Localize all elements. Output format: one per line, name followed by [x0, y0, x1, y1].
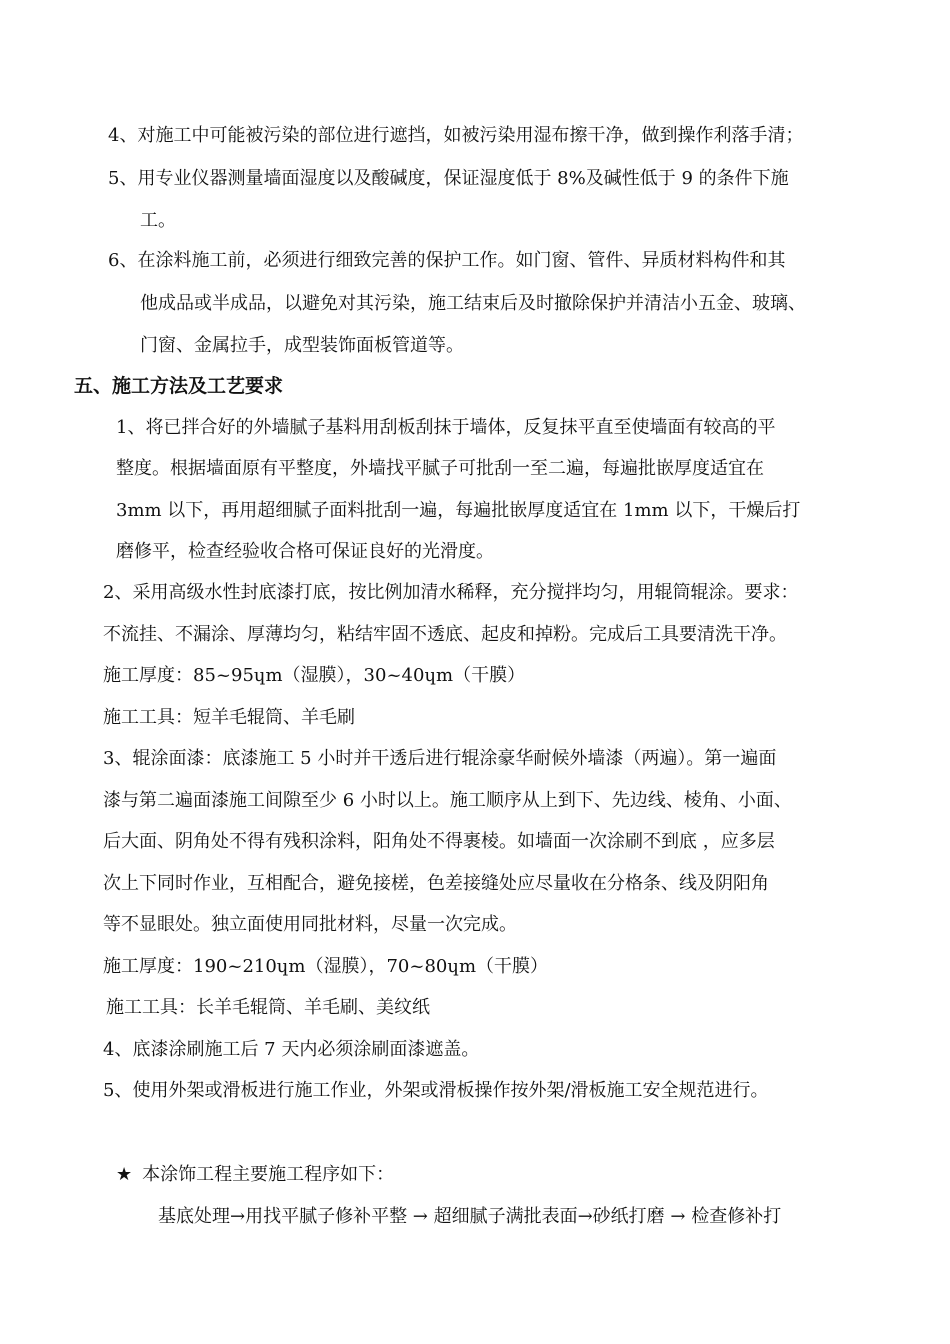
list-item-5-line-1: 5、用专业仪器测量墙面湿度以及酸碱度，保证湿度低于 8%及碱性低于 9 的条件下施: [108, 168, 789, 189]
star-icon: ★: [116, 1164, 133, 1185]
para1-line-3: 3mm 以下，再用超细腻子面料批刮一遍，每遍批嵌厚度适宜在 1mm 以下，干燥后打: [116, 500, 801, 521]
para2-thickness: 施工厚度：85~95ɥm（湿膜），30~40ɥm（干膜）: [103, 665, 526, 686]
para3-line-3: 后大面、阴角处不得有残积涂料，阳角处不得裹棱。如墙面一次涂刷不到底 ，应多层: [103, 831, 775, 852]
list-item-6-line-2: 他成品或半成品，以避免对其污染，施工结束后及时撤除保护并清洁小五金、玻璃、: [140, 293, 806, 314]
para1-line-4: 磨修平，检查经验收合格可保证良好的光滑度。: [116, 541, 494, 562]
para2-tools: 施工工具：短羊毛辊筒、羊毛刷: [103, 707, 355, 728]
list-item-5-line-2: 工。: [140, 210, 176, 231]
list-item-4: 4、对施工中可能被污染的部位进行遮挡，如被污染用湿布擦干净，做到操作利落手清；: [108, 125, 804, 146]
para3-line-4: 次上下同时作业，互相配合，避免接槎，色差接缝处应尽量收在分格条、线及阴阳角: [103, 873, 769, 894]
procedure-title-row: [116, 1163, 394, 1187]
para1-line-2: 整度。根据墙面原有平整度，外墙找平腻子可批刮一至二遍，每遍批嵌厚度适宜在: [116, 458, 764, 479]
procedure-line: 基底处理→用找平腻子修补平整 → 超细腻子满批表面→砂纸打磨 → 检查修补打: [158, 1206, 782, 1227]
para3-thickness: 施工厚度：190~210ɥm（湿膜），70~80ɥm（干膜）: [103, 956, 549, 977]
section-heading: 五、施工方法及工艺要求: [74, 375, 284, 397]
para3-line-5: 等不显眼处。独立面使用同批材料，尽量一次完成。: [103, 914, 517, 935]
para3-line-2: 漆与第二遍面漆施工间隙至少 6 小时以上。施工顺序从上到下、先边线、棱角、小面、: [103, 790, 792, 811]
para3-line-1: 3、辊涂面漆：底漆施工 5 小时并干透后进行辊涂豪华耐候外墙漆（两遍）。第一遍面: [103, 748, 777, 769]
para5: 5、使用外架或滑板进行施工作业，外架或滑板操作按外架/滑板施工安全规范进行。: [103, 1080, 769, 1101]
para3-tools: 施工工具：长羊毛辊筒、羊毛刷、美纹纸: [106, 997, 430, 1018]
para2-line-1: 2、采用高级水性封底漆打底，按比例加清水稀释，充分搅拌均匀，用辊筒辊涂。要求：: [103, 582, 799, 603]
procedure-title: 本涂饰工程主要施工程序如下：: [142, 1164, 395, 1185]
list-item-6-line-1: 6、在涂料施工前，必须进行细致完善的保护工作。如门窗、管件、异质材料构件和其: [108, 250, 786, 271]
para2-line-2: 不流挂、不漏涂、厚薄均匀，粘结牢固不透底、起皮和掉粉。完成后工具要清洗干净。: [103, 624, 787, 645]
list-item-6-line-3: 门窗、金属拉手，成型装饰面板管道等。: [140, 335, 464, 356]
para4: 4、底漆涂刷施工后 7 天内必须涂刷面漆遮盖。: [103, 1039, 480, 1060]
para1-line-1: 1、将已拌合好的外墙腻子基料用刮板刮抹于墙体，反复抹平直至使墙面有较高的平: [116, 417, 776, 438]
